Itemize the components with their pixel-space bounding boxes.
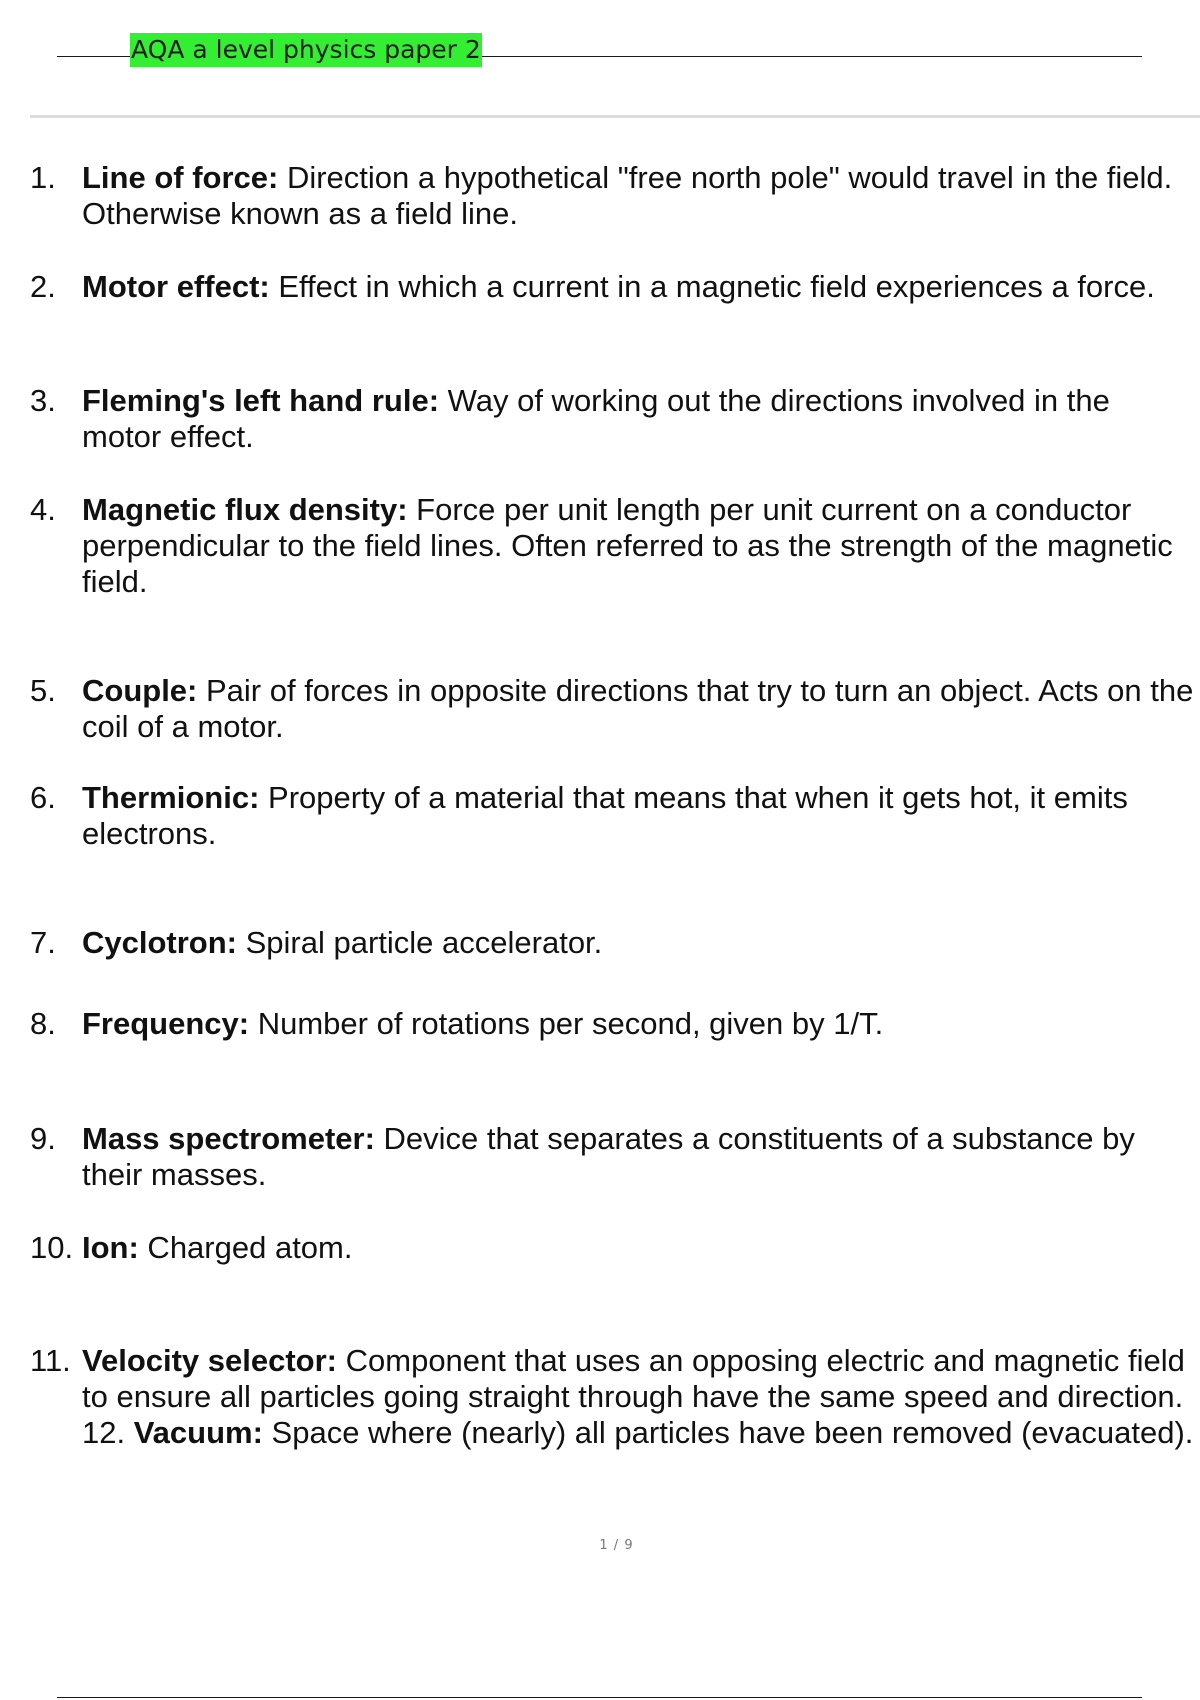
item-term: Frequency: — [82, 1006, 250, 1041]
item-term: Velocity selector: — [82, 1343, 338, 1378]
item-number: 10. — [30, 1230, 74, 1265]
item-number: 4. — [30, 492, 56, 527]
item-term: Thermionic: — [82, 780, 260, 815]
item-text — [82, 269, 1194, 305]
item-text — [82, 1121, 1194, 1193]
item-definition: Charged atom. — [138, 1230, 353, 1265]
item-definition: Device that separates a constituents of a substance by their masses. — [82, 1121, 1135, 1192]
item-definition: Property of a material that means that when it gets hot, it emits electrons. — [82, 780, 1128, 851]
item-number: 3. — [30, 383, 56, 418]
document-header — [57, 30, 1142, 70]
header-divider — [30, 115, 1200, 118]
item-text — [82, 925, 1194, 961]
item-term: Motor effect: — [82, 269, 270, 304]
item-term: Magnetic flux density: — [82, 492, 408, 527]
item-definition: Pair of forces in opposite directions that try to turn an object. Acts on the coil of a motor. — [82, 673, 1194, 744]
item-definition: Effect in which a current in a magnetic field experiences a force. — [269, 269, 1155, 304]
item-definition: Spiral particle accelerator. — [237, 925, 603, 960]
item-text — [82, 1006, 1194, 1042]
item-number: 1. — [30, 160, 56, 195]
item-text — [82, 1343, 1194, 1451]
item-text — [82, 160, 1194, 232]
footer-rule — [57, 1697, 1142, 1698]
item-term: Couple: — [82, 673, 198, 708]
item-term: Mass spectrometer: — [82, 1121, 375, 1156]
item-number: 5. — [30, 673, 56, 708]
page-number: 1 / 9 — [599, 1538, 634, 1553]
item-definition: Direction a hypothetical "free north pole" would travel in the field. Otherwise known as a field line. — [82, 160, 1173, 231]
item-text — [82, 1230, 1194, 1266]
item-text — [82, 492, 1194, 600]
item-number: 2. — [30, 269, 56, 304]
item-term: Ion: — [82, 1230, 139, 1265]
item-definition: Component that uses an opposing electric and magnetic field to ensure all particles going straight through have the same speed and direction. 12. — [82, 1343, 1185, 1450]
item-number: 7. — [30, 925, 56, 960]
item-number: 8. — [30, 1006, 56, 1041]
document-title: AQA a level physics paper 2 — [130, 33, 482, 67]
item-definition: Space where (nearly) all particles have been removed (evacuated). — [262, 1415, 1194, 1450]
item-number: 9. — [30, 1121, 56, 1156]
item-definition: Way of working out the directions involved in the motor effect. — [82, 383, 1110, 454]
item-term: Line of force: — [82, 160, 279, 195]
item-text — [82, 780, 1194, 852]
item-number: 11. — [30, 1343, 71, 1378]
item-term: Fleming's left hand rule: — [82, 383, 440, 418]
item-definition: Force per unit length per unit current on a conductor perpendicular to the field lines. Often referred to as the strength of the magnetic field. — [82, 492, 1173, 599]
item-text — [82, 383, 1194, 455]
item-text — [82, 673, 1194, 745]
item-number: 6. — [30, 780, 56, 815]
item-definition: Number of rotations per second, given by 1/T. — [249, 1006, 884, 1041]
item-term: Vacuum: — [133, 1415, 263, 1450]
item-term: Cyclotron: — [82, 925, 237, 960]
